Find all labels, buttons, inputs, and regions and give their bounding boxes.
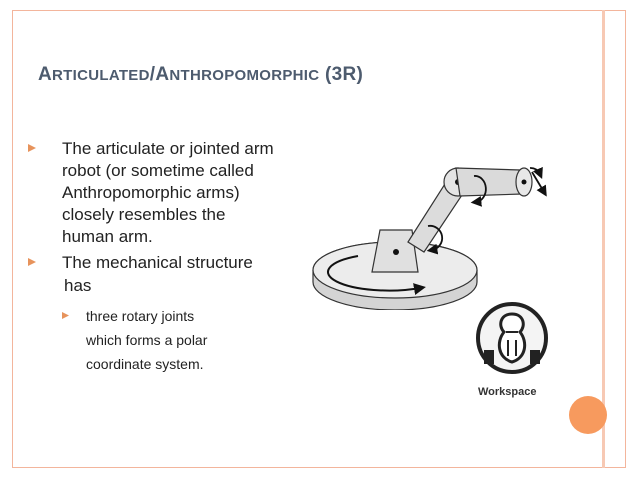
sub-bullet-text: three rotary joints which forms a polar coordinate system. bbox=[86, 308, 208, 372]
title-part: A bbox=[155, 64, 170, 85]
slide-title bbox=[38, 64, 578, 86]
sub-bullet-item bbox=[28, 304, 328, 376]
title-part: / bbox=[149, 64, 156, 85]
bullet-text: The mechanical structure bbox=[62, 253, 253, 272]
workspace-label: Workspace bbox=[478, 386, 537, 398]
slide-accent-bar bbox=[602, 10, 605, 468]
bullet-marker-icon bbox=[28, 258, 36, 266]
title-part: NTHROPOMORPHIC bbox=[169, 67, 320, 84]
workspace-envelope-illustration bbox=[472, 296, 552, 386]
title-part: (3R) bbox=[319, 64, 364, 85]
sub-bullet-marker-icon bbox=[62, 312, 69, 319]
bullet-continuation: has bbox=[64, 276, 92, 295]
title-part: RTICULATED bbox=[52, 67, 150, 84]
articulated-robot-arm-illustration bbox=[300, 130, 560, 310]
decorative-circle bbox=[569, 396, 607, 434]
bullet-marker-icon bbox=[28, 144, 36, 152]
bullet-list bbox=[28, 138, 328, 376]
bullet-text: The articulate or jointed arm robot (or sometime called Anthropomorphic arms) closely resembles the human arm. bbox=[62, 139, 274, 246]
bullet-item bbox=[28, 252, 328, 274]
bullet-item bbox=[28, 138, 328, 248]
title-part: A bbox=[38, 64, 53, 85]
